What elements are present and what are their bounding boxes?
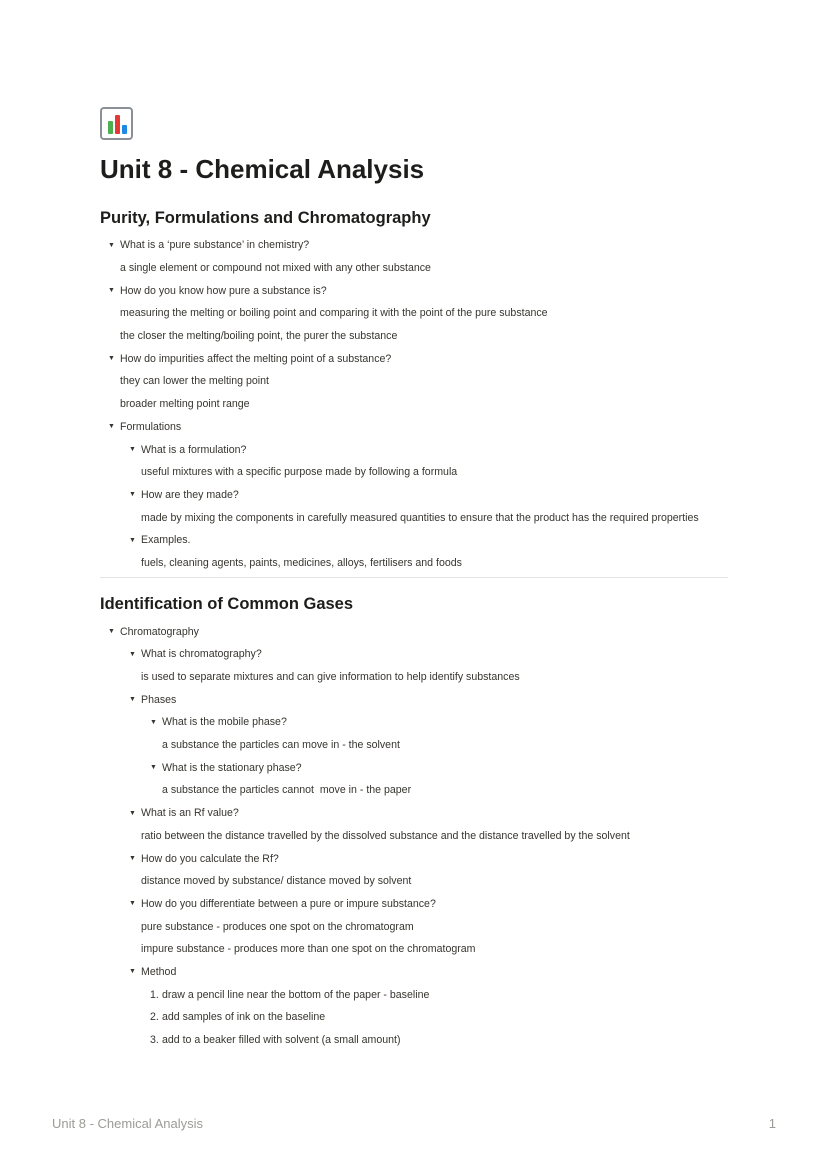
outline-block (100, 938, 728, 961)
toggle-triangle-icon: ▼ (129, 650, 136, 658)
block-text: ratio between the distance travelled by the dissolved substance and the distance travelled by the solvent (141, 829, 630, 842)
block-text: What is an Rf value? (141, 807, 239, 820)
outline-block (100, 870, 728, 893)
section-heading-purity-formulations-chromatography: Purity, Formulations and Chromatography (100, 209, 431, 227)
block-text: What is the mobile phase? (162, 716, 287, 729)
outline-block (100, 802, 728, 825)
bar-chart-red-bar (115, 115, 120, 134)
toggle-triangle-icon: ▼ (129, 491, 136, 499)
toggle-triangle-icon: ▼ (129, 446, 136, 454)
outline-block (100, 711, 728, 734)
outline-block (100, 279, 728, 302)
outline-block (100, 506, 728, 529)
block-text: a substance the particles cannot move in - the paper (162, 784, 412, 797)
outline-block (100, 734, 728, 757)
outline-block (100, 688, 728, 711)
outline-block (100, 370, 728, 393)
outline-block (100, 620, 728, 643)
block-text: impure substance - produces more than one spot on the chromatogram (141, 943, 476, 956)
block-text: they can lower the melting point (120, 375, 269, 388)
block-text: the closer the melting/boiling point, the purer the substance (120, 330, 398, 343)
toggle-triangle-icon: ▼ (108, 241, 115, 249)
outline-block (100, 234, 728, 257)
toggle-triangle-icon: ▼ (108, 423, 115, 431)
toggle-triangle-icon: ▼ (129, 900, 136, 908)
block-text: Method (141, 965, 177, 978)
outline-block (100, 915, 728, 938)
outline-block (100, 257, 728, 280)
outline-block (100, 347, 728, 370)
outline-block (100, 961, 728, 984)
block-text: How are they made? (141, 488, 239, 501)
outline-section-purity (100, 234, 728, 574)
block-text: add samples of ink on the baseline (162, 1011, 326, 1024)
bar-chart-blue-bar (122, 125, 127, 134)
outline-block (100, 893, 728, 916)
toggle-triangle-icon: ▼ (108, 355, 115, 363)
toggle-triangle-icon: ▼ (129, 536, 136, 544)
list-item-number: 1. (150, 988, 159, 1001)
toggle-triangle-icon: ▼ (108, 628, 115, 636)
outline-block (100, 1006, 728, 1029)
toggle-triangle-icon: ▼ (129, 968, 136, 976)
outline-block (100, 756, 728, 779)
toggle-triangle-icon: ▼ (150, 764, 157, 772)
outline-block (100, 484, 728, 507)
block-text: What is a formulation? (141, 443, 247, 456)
outline-block (100, 779, 728, 802)
toggle-triangle-icon: ▼ (129, 696, 136, 704)
block-text: broader melting point range (120, 398, 250, 411)
block-text: draw a pencil line near the bottom of the paper - baseline (162, 988, 430, 1001)
block-text: How do you differentiate between a pure or impure substance? (141, 897, 436, 910)
outline-block (100, 461, 728, 484)
block-text: What is a ‘pure substance’ in chemistry? (120, 239, 310, 252)
toggle-triangle-icon: ▼ (129, 809, 136, 817)
block-text: a single element or compound not mixed with any other substance (120, 262, 431, 275)
block-text: a substance the particles can move in - the solvent (162, 739, 400, 752)
block-text: measuring the melting or boiling point and comparing it with the point of the pure substance (120, 307, 548, 320)
outline-block (100, 983, 728, 1006)
block-text: useful mixtures with a specific purpose made by following a formula (141, 466, 458, 479)
outline-block (100, 847, 728, 870)
page-title: Unit 8 - Chemical Analysis (100, 154, 425, 184)
block-text: Phases (141, 693, 177, 706)
outline-block (100, 825, 728, 848)
block-text: pure substance - produces one spot on the chromatogram (141, 920, 414, 933)
outline-section-gases (100, 620, 728, 1051)
block-text: Formulations (120, 420, 182, 433)
outline-block (100, 416, 728, 439)
list-item-number: 2. (150, 1011, 159, 1024)
outline-block (100, 529, 728, 552)
section-heading-identification-of-common-gases: Identification of Common Gases (100, 595, 354, 614)
block-text: Chromatography (120, 625, 199, 638)
outline-block (100, 438, 728, 461)
block-text: What is the stationary phase? (162, 761, 302, 774)
block-text: made by mixing the components in carefully measured quantities to ensure that the product has the required properties (141, 511, 699, 524)
toggle-triangle-icon: ▼ (129, 855, 136, 863)
footer-document-title: Unit 8 - Chemical Analysis (52, 1116, 203, 1131)
list-item-number: 3. (150, 1034, 159, 1047)
outline-block (100, 1029, 728, 1052)
block-text: How do impurities affect the melting point of a substance? (120, 352, 392, 365)
block-text: is used to separate mixtures and can give information to help identify substances (141, 671, 520, 684)
block-text: Examples. (141, 534, 191, 547)
outline-block (100, 325, 728, 348)
outline-block (100, 302, 728, 325)
outline-block (100, 666, 728, 689)
outline-block (100, 393, 728, 416)
outline-block (100, 643, 728, 666)
footer-page-number: 1 (768, 1116, 776, 1131)
block-text: distance moved by substance/ distance moved by solvent (141, 875, 412, 888)
bar-chart-green-bar (108, 121, 113, 134)
toggle-triangle-icon: ▼ (150, 718, 157, 726)
block-text: How do you know how pure a substance is? (120, 284, 327, 297)
bar-chart-emoji-icon (100, 107, 133, 140)
block-text: How do you calculate the Rf? (141, 852, 279, 865)
block-text: What is chromatography? (141, 648, 262, 661)
page-footer (52, 1116, 776, 1131)
toggle-triangle-icon: ▼ (108, 287, 115, 295)
outline-block (100, 552, 728, 575)
block-text: add to a beaker filled with solvent (a small amount) (162, 1034, 401, 1047)
section-divider (100, 577, 728, 578)
block-text: fuels, cleaning agents, paints, medicines, alloys, fertilisers and foods (141, 556, 462, 569)
